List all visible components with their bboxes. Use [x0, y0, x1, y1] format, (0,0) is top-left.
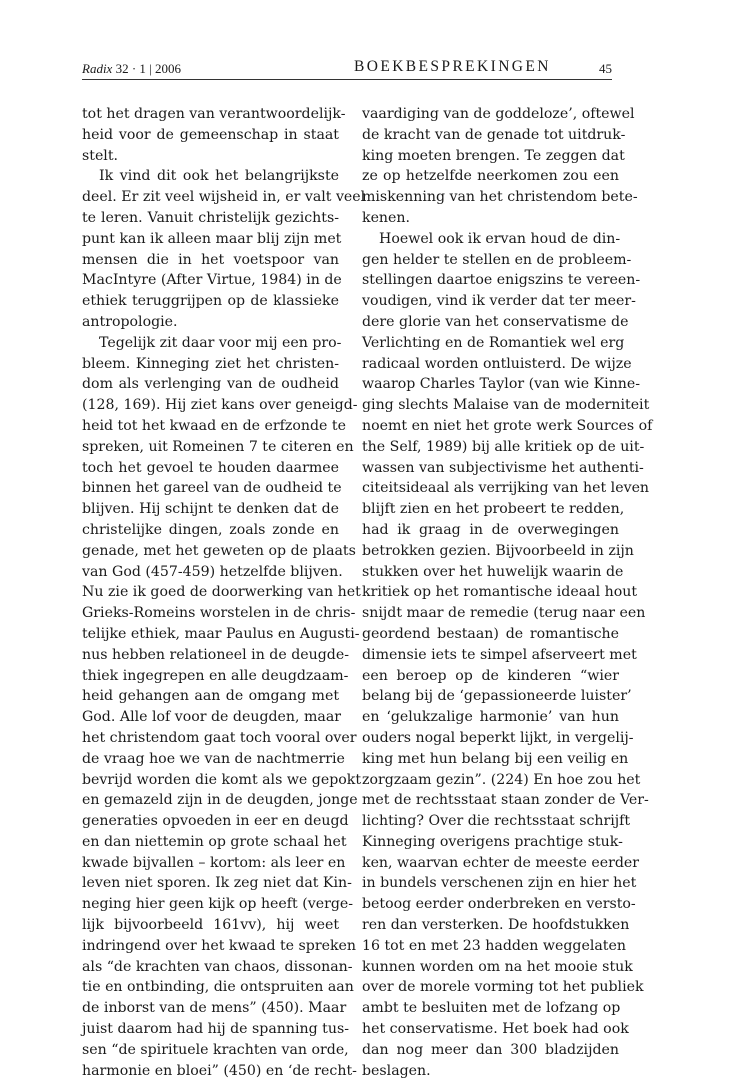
text-line: ouders nogal beperkt lijkt, in vergelij- — [362, 729, 634, 746]
text-line: betoog eerder onderbreken en versto- — [362, 896, 636, 913]
text-line: binnen het gareel van de oudheid te — [82, 480, 342, 497]
text-line: met de rechtsstaat staan zonder de Ver- — [362, 792, 649, 809]
text-line: dimensie iets te simpel afserveert met — [362, 646, 637, 663]
text-line: noemt en niet het grote werk Sources of — [362, 417, 653, 434]
text-line: ren dan versterken. De hoofdstukken — [362, 917, 630, 934]
section-title: BOEKBESPREKINGEN — [354, 58, 551, 75]
text-line: neging hier geen kijk op heeft (verge- — [82, 896, 354, 913]
text-line: juist daarom had hij de spanning tus- — [82, 1021, 350, 1038]
text-line: wassen van subjectivisme het authenti- — [362, 459, 644, 476]
text-line: Ik vind dit ook het belangrijkste — [99, 168, 339, 185]
text-line: lichting? Over die rechtsstaat schrijft — [362, 813, 631, 830]
text-line: belang bij de ‘gepassioneerde luister’ — [362, 688, 632, 705]
text-line: ze op hetzelfde neerkomen zou een — [362, 168, 619, 185]
text-line: God. Alle lof voor de deugden, maar — [82, 709, 342, 726]
journal-name: Radix — [82, 61, 113, 76]
text-line: kunnen worden om na het mooie stuk — [362, 958, 633, 975]
text-line: tie en ontbinding, die ontspruiten aan — [82, 979, 354, 996]
text-line: zorgzaam gezin”. (224) En hoe zou het — [362, 771, 641, 788]
text-line: stellingen daartoe enigszins te vereen- — [362, 272, 641, 289]
text-line: van God (457-459) hetzelfde blijven. — [82, 563, 343, 580]
text-line: the Self, 1989) bij alle kritiek op de uit- — [362, 438, 645, 455]
text-line: miskenning van het christendom bete- — [362, 189, 638, 206]
text-line: heid tot het kwaad en de erfzonde te — [82, 417, 346, 434]
running-header — [82, 58, 612, 80]
text-line: heid voor de gemeenschap in staat — [82, 126, 339, 143]
text-line: en dan niettemin op grote schaal het — [82, 833, 347, 850]
text-line: MacIntyre (After Virtue, 1984) in de — [82, 272, 342, 289]
text-line: lijk bijvoorbeeld 161vv), hij weet — [82, 917, 339, 934]
text-line: de inborst van de mens” (450). Maar — [82, 1000, 347, 1017]
text-line: bleem. Kinneging ziet het christen- — [82, 355, 339, 372]
left-text-column — [82, 104, 366, 1081]
text-line: Verlichting en de Romantiek wel erg — [362, 334, 625, 351]
text-line: het conservatisme. Het boek had ook — [362, 1021, 629, 1038]
text-line: voudigen, vind ik verder dat ter meer- — [362, 293, 636, 310]
text-line: mensen die in het voetspoor van — [82, 251, 339, 268]
text-line: Tegelijk zit daar voor mij een pro- — [99, 334, 342, 351]
text-line: een beroep op de kinderen “wier — [362, 667, 619, 684]
text-line: (128, 169). Hij ziet kans over geneigd- — [82, 397, 358, 414]
text-line: dan nog meer dan 300 bladzijden — [362, 1041, 619, 1058]
text-line: waarop Charles Taylor (van wie Kinne- — [362, 376, 641, 393]
journal-issue: 32 · 1 | 2006 — [115, 61, 182, 76]
text-line: punt kan ik alleen maar blij zijn met — [82, 230, 342, 247]
text-line: betrokken gezien. Bijvoorbeeld in zijn — [362, 542, 634, 559]
text-line: in bundels verschenen zijn en hier het — [362, 875, 637, 892]
text-line: blijft zien en het probeert te redden, — [362, 501, 625, 518]
text-line: radicaal worden ontluisterd. De wijze — [362, 355, 632, 372]
text-line: ging slechts Malaise van de moderniteit — [362, 397, 650, 414]
text-line: leven niet sporen. Ik zeg niet dat Kin- — [82, 875, 352, 892]
text-line: de vraag hoe we van de nachtmerrie — [82, 750, 345, 767]
text-line: over de morele vorming tot het publiek — [362, 979, 644, 996]
text-line: Nu zie ik goed de doorwerking van het — [82, 584, 361, 601]
text-line: 16 tot en met 23 hadden weggelaten — [362, 937, 626, 954]
text-line: generaties opvoeden in eer en deugd — [82, 813, 349, 830]
text-line: telijke ethiek, maar Paulus en Augusti- — [82, 625, 360, 642]
text-line: toch het gevoel te houden daarmee — [82, 459, 339, 476]
text-line: kenen. — [362, 209, 411, 226]
text-line: deel. Er zit veel wijsheid in, er valt veel — [82, 189, 366, 206]
text-line: Grieks-Romeins worstelen in de chris- — [82, 605, 356, 622]
text-line: kwade bijvallen – kortom: als leer en — [82, 854, 346, 871]
right-text-column — [362, 104, 653, 1081]
text-line: beslagen. — [362, 1062, 431, 1079]
text-line: kritiek op het romantische ideaal hout — [362, 584, 638, 601]
text-line: ken, waarvan echter de meeste eerder — [362, 854, 640, 871]
text-line: antropologie. — [82, 313, 178, 330]
text-line: thiek ingegrepen en alle deugdzaam- — [82, 667, 349, 684]
text-line: snijdt maar de remedie (terug naar een — [362, 605, 646, 622]
text-line: vaardiging van de goddeloze’, oftewel — [362, 106, 635, 122]
text-line: bevrijd worden die komt als we gepokt — [82, 771, 362, 788]
text-line: had ik graag in de overwegingen — [362, 521, 619, 538]
text-line: citeitsideaal als verrijking van het leven — [362, 480, 650, 497]
text-line: harmonie en bloei” (450) en ‘de recht- — [82, 1062, 357, 1079]
text-line: het christendom gaat toch vooral over — [82, 729, 357, 746]
text-line: christelijke dingen, zoals zonde en — [82, 521, 339, 538]
text-line: spreken, uit Romeinen 7 te citeren en — [82, 438, 354, 455]
text-line: stukken over het huwelijk waarin de — [362, 563, 624, 580]
text-line: en ‘gelukzalige harmonie’ van hun — [362, 709, 619, 726]
text-line: de kracht van de genade tot uitdruk- — [362, 126, 626, 143]
text-line: sen “de spirituele krachten van orde, — [82, 1041, 349, 1058]
text-line: en gemazeld zijn in de deugden, jonge — [82, 792, 358, 809]
text-line: king moeten brengen. Te zeggen dat — [362, 147, 625, 164]
text-line: Kinneging overigens prachtige stuk- — [362, 833, 623, 850]
text-line: genade, met het geweten op de plaats — [82, 542, 356, 559]
journal-citation — [82, 61, 181, 77]
text-line: te leren. Vanuit christelijk gezichts- — [82, 209, 339, 226]
text-line: gen helder te stellen en de probleem- — [362, 251, 632, 268]
text-line: blijven. Hij schijnt te denken dat de — [82, 501, 339, 518]
text-line: ethiek teruggrijpen op de klassieke — [82, 293, 339, 310]
text-line: king met hun belang bij een veilig en — [362, 750, 629, 767]
text-line: heid gehangen aan de omgang met — [82, 688, 339, 705]
text-line: nus hebben relationeel in de deugde- — [82, 646, 349, 663]
text-line: Hoewel ook ik ervan houd de din- — [379, 230, 621, 247]
text-line: geordend bestaan) de romantische — [362, 625, 619, 642]
page-number: 45 — [599, 61, 612, 76]
text-line: dom als verlenging van de oudheid — [82, 376, 339, 393]
text-line: indringend over het kwaad te spreken — [82, 937, 357, 954]
text-line: stelt. — [82, 147, 119, 164]
text-line: ambt te besluiten met de lofzang op — [362, 1000, 621, 1017]
text-line: dere glorie van het conservatisme de — [362, 313, 629, 330]
text-line: als “de krachten van chaos, dissonan- — [82, 958, 353, 975]
text-line: tot het dragen van verantwoordelijk- — [82, 106, 346, 122]
header-rule — [82, 79, 612, 80]
